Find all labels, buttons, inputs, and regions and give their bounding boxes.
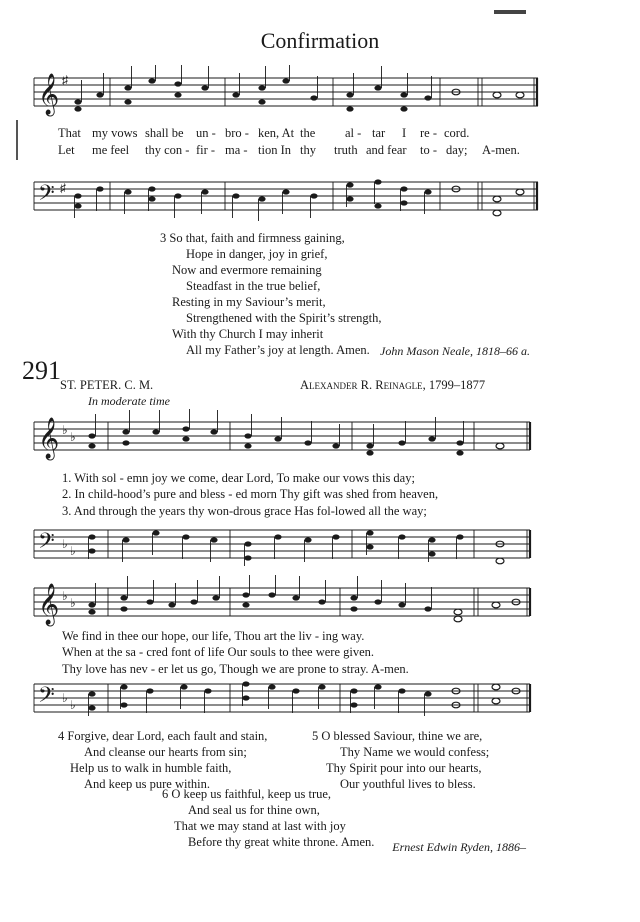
lyric-syllable: truth <box>334 143 358 157</box>
verse-line: 3 So that, faith and firmness gaining, <box>160 231 345 245</box>
lyric-line: Thy love has nev - er let us go, Though we are prone to stray. A-men. <box>62 661 409 676</box>
svg-text:♭: ♭ <box>70 596 76 610</box>
top-lyrics-line-2 <box>0 143 640 159</box>
lyric-syllable: un - <box>196 126 216 140</box>
svg-text:♯: ♯ <box>60 181 66 195</box>
verse-line: Thy Spirit pour into our hearts, <box>326 761 482 775</box>
verse-line: All my Father’s joy at length. Amen. <box>186 343 370 357</box>
lyric-syllable: re - <box>420 126 437 140</box>
lyric-syllable: That <box>58 126 81 140</box>
verse-line: That we may stand at last with joy <box>174 819 346 833</box>
verse-line: Hope in danger, joy in grief, <box>186 247 328 261</box>
tempo-marking: In moderate time <box>88 394 170 408</box>
svg-text:𝄢: 𝄢 <box>38 529 55 559</box>
system1-bass-staff <box>0 516 640 572</box>
svg-text:♭: ♭ <box>70 430 76 444</box>
lyric-syllable: thy con - <box>145 143 190 157</box>
lyric-syllable: Let <box>58 143 75 157</box>
lyric-syllable: to - <box>420 143 438 157</box>
margin-scan-mark <box>16 120 18 160</box>
verse-line: Resting in my Saviour’s merit, <box>172 295 326 309</box>
verse-line: And cleanse our hearts from sin; <box>84 745 247 759</box>
composer-name: Alexander R. Reinagle <box>300 378 423 392</box>
lyric-line: 2. In child-hood’s pure and bless - ed morn Thy gift was shed from heaven, <box>62 487 439 502</box>
composer <box>300 378 485 393</box>
svg-text:♭: ♭ <box>70 544 76 558</box>
lyric-syllable: ma - <box>225 143 248 157</box>
svg-text:♯: ♯ <box>62 73 68 87</box>
verse-line: Steadfast in the true belief, <box>186 279 321 293</box>
verse-line: Thy Name we would confess; <box>340 745 490 759</box>
system2-bass-staff <box>0 670 640 726</box>
verse-line: Help us to walk in humble faith, <box>70 761 232 775</box>
verse-line: Our youthful lives to bless. <box>340 777 476 791</box>
verse-line: With thy Church I may inherit <box>172 327 324 341</box>
svg-text:♭: ♭ <box>62 537 68 551</box>
lyric-line: We find in thee our hope, our life, Thou art the liv - ing way. <box>62 629 365 643</box>
svg-text:𝄞: 𝄞 <box>38 418 60 459</box>
lyric-syllable: ken, At <box>258 126 295 140</box>
lyric-syllable: fir - <box>196 143 216 157</box>
top-bass-staff <box>0 168 640 224</box>
verse-5 <box>300 728 550 794</box>
svg-text:♭: ♭ <box>70 698 76 712</box>
lyric-line: 3. And through the years thy won-drous grace Has fol-lowed all the way; <box>62 503 427 518</box>
lyric-syllable: al - <box>345 126 362 140</box>
corner-scan-mark <box>494 10 526 14</box>
lyric-syllable: me feel <box>92 143 130 157</box>
verse-line: Before thy great white throne. Amen. <box>188 835 375 849</box>
svg-text:♭: ♭ <box>62 589 68 603</box>
lyric-syllable: bro - <box>225 126 249 140</box>
system1-lyrics <box>62 470 532 520</box>
lyric-syllable: tion In <box>258 143 291 157</box>
verse-line: And seal us for thine own, <box>188 803 320 817</box>
verse-line: 4 Forgive, dear Lord, each fault and stain, <box>58 729 268 743</box>
lyric-syllable: tar <box>372 126 386 140</box>
verse-line: Now and evermore remaining <box>172 263 322 277</box>
lyric-syllable: I <box>402 126 407 140</box>
top-treble-staff <box>0 64 640 124</box>
verse-line: And keep us pure within. <box>84 777 211 791</box>
lyric-line: When at the sa - cred font of life Our souls to thee were given. <box>62 645 375 660</box>
page-title: Confirmation <box>260 28 380 53</box>
system2-treble-staff <box>0 574 640 634</box>
verse-3 <box>0 230 640 366</box>
verse-line: Strengthened with the Spirit’s strength, <box>186 311 382 325</box>
svg-text:𝄞: 𝄞 <box>38 74 60 115</box>
hymn-number: 291 <box>22 356 61 385</box>
svg-text:♭: ♭ <box>62 691 68 705</box>
tune-name: ST. PETER. C. M. <box>60 378 154 392</box>
hymn-291-author: Ernest Edwin Ryden, 1886– <box>392 840 526 854</box>
lyric-syllable: cord. <box>444 126 470 140</box>
verse-4 <box>0 728 320 794</box>
system1-treble-staff <box>0 408 640 468</box>
top-lyrics-line-1 <box>0 126 640 142</box>
lyric-syllable: day; <box>446 143 468 157</box>
lyric-syllable: the <box>300 126 316 140</box>
svg-text:𝄞: 𝄞 <box>38 584 60 625</box>
lyric-syllable: and fear <box>366 143 407 157</box>
svg-text:𝄢: 𝄢 <box>38 181 55 211</box>
lyric-syllable: shall be <box>145 126 184 140</box>
lyric-syllable: thy <box>300 143 316 157</box>
verse-line: 5 O blessed Saviour, thine we are, <box>312 729 483 743</box>
lyric-line: 1. With sol - emn joy we come, dear Lord, To make our vows this day; <box>62 471 415 485</box>
composer-dates: , 1799–1877 <box>422 378 486 392</box>
verse-line: 6 O keep us faithful, keep us true, <box>162 787 332 801</box>
verse-6 <box>0 786 640 852</box>
lyric-syllable: my vows <box>92 126 138 140</box>
top-hymn-author: John Mason Neale, 1818–66 a. <box>380 344 530 358</box>
lyric-syllable: A-men. <box>482 143 520 157</box>
svg-text:♭: ♭ <box>62 423 68 437</box>
svg-text:𝄢: 𝄢 <box>38 683 55 713</box>
